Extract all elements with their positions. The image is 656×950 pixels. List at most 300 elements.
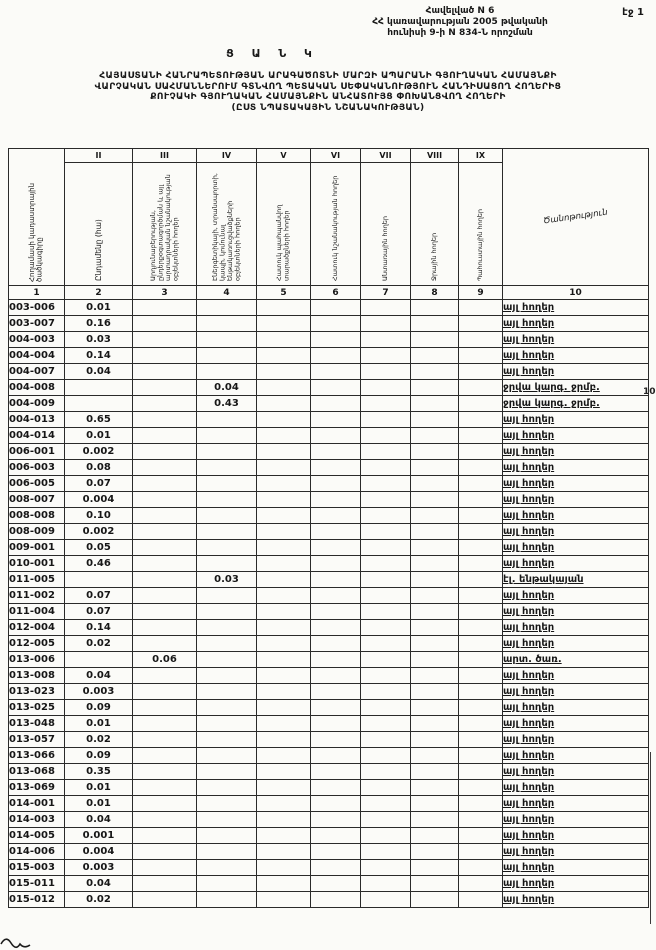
table-row (9, 620, 649, 636)
protected-cell (257, 556, 311, 572)
note-cell: այլ հողեր (503, 508, 649, 524)
reserve-cell (459, 412, 503, 428)
special-cell (311, 684, 361, 700)
note-cell: այլ հողեր (503, 828, 649, 844)
special-cell (311, 316, 361, 332)
table-row (9, 796, 649, 812)
table-row (9, 556, 649, 572)
water-cell (411, 460, 459, 476)
forest-cell (361, 636, 411, 652)
special-cell (311, 476, 361, 492)
industry-cell (133, 524, 197, 540)
annex-decree-line1: ՀՀ կառավարության 2005 թվականի (372, 17, 548, 27)
forest-cell (361, 764, 411, 780)
note-cell: այլ հողեր (503, 732, 649, 748)
forest-cell (361, 860, 411, 876)
main-table (8, 148, 649, 908)
industry-cell (133, 444, 197, 460)
margin-bracket-line (650, 752, 651, 924)
protected-cell (257, 812, 311, 828)
protected-cell (257, 572, 311, 588)
total-area-cell: 0.16 (65, 316, 133, 332)
industry-cell (133, 876, 197, 892)
table-row (9, 604, 649, 620)
total-area-cell: 0.01 (65, 780, 133, 796)
table-row (9, 460, 649, 476)
special-cell (311, 460, 361, 476)
protected-cell (257, 620, 311, 636)
energy-cell (197, 828, 257, 844)
total-area-cell: 0.46 (65, 556, 133, 572)
protected-cell (257, 876, 311, 892)
header-special: Հատուկ նշանակության հողեր (311, 163, 361, 286)
special-cell (311, 636, 361, 652)
energy-cell (197, 716, 257, 732)
note-cell: այլ հողեր (503, 412, 649, 428)
parcel-code-cell: 013-069 (9, 780, 65, 796)
energy-cell (197, 700, 257, 716)
total-area-cell: 0.07 (65, 588, 133, 604)
water-cell (411, 812, 459, 828)
parcel-code-cell: 013-023 (9, 684, 65, 700)
special-cell (311, 524, 361, 540)
water-cell (411, 668, 459, 684)
water-cell (411, 444, 459, 460)
parcel-code-cell: 014-001 (9, 796, 65, 812)
reserve-cell (459, 524, 503, 540)
protected-cell (257, 428, 311, 444)
energy-cell (197, 812, 257, 828)
forest-cell (361, 620, 411, 636)
protected-cell (257, 316, 311, 332)
note-cell: այլ հողեր (503, 636, 649, 652)
total-area-cell: 0.10 (65, 508, 133, 524)
reserve-cell (459, 700, 503, 716)
forest-cell (361, 492, 411, 508)
industry-cell (133, 556, 197, 572)
total-area-cell: 0.04 (65, 668, 133, 684)
page-number: էջ 1 (622, 7, 644, 18)
total-area-cell: 0.01 (65, 796, 133, 812)
table-row (9, 300, 649, 316)
reserve-cell (459, 812, 503, 828)
reserve-cell (459, 556, 503, 572)
special-cell (311, 668, 361, 684)
parcel-code-cell: 013-057 (9, 732, 65, 748)
table-header (9, 149, 649, 300)
table-row (9, 636, 649, 652)
reserve-cell (459, 844, 503, 860)
table-row (9, 332, 649, 348)
header-energy-transport: Էներգետիկայի, տրանսպորտի, կապի, կոմունալ ենթակառուցվածքների օբյեկտների հողեր (197, 163, 257, 286)
total-area-cell: 0.35 (65, 764, 133, 780)
industry-cell (133, 396, 197, 412)
energy-cell (197, 684, 257, 700)
special-cell (311, 700, 361, 716)
water-cell (411, 860, 459, 876)
forest-cell (361, 396, 411, 412)
water-cell (411, 332, 459, 348)
industry-cell (133, 620, 197, 636)
energy-cell (197, 412, 257, 428)
column-number-6: 6 (311, 286, 361, 300)
parcel-code-cell: 006-003 (9, 460, 65, 476)
reserve-cell (459, 396, 503, 412)
total-area-cell: 0.02 (65, 892, 133, 908)
forest-cell (361, 444, 411, 460)
total-area-cell: 0.01 (65, 300, 133, 316)
protected-cell (257, 588, 311, 604)
energy-cell (197, 300, 257, 316)
forest-cell (361, 716, 411, 732)
column-number-8: 8 (411, 286, 459, 300)
energy-cell (197, 476, 257, 492)
total-area-cell: 0.07 (65, 604, 133, 620)
forest-cell (361, 332, 411, 348)
column-number-5: 5 (257, 286, 311, 300)
water-cell (411, 348, 459, 364)
energy-cell (197, 636, 257, 652)
note-cell: այլ հողեր (503, 524, 649, 540)
parcel-code-cell: 003-007 (9, 316, 65, 332)
reserve-cell (459, 428, 503, 444)
reserve-cell (459, 316, 503, 332)
note-cell: այլ հողեր (503, 844, 649, 860)
note-cell: այլ հողեր (503, 812, 649, 828)
forest-cell (361, 300, 411, 316)
total-area-cell: 0.003 (65, 860, 133, 876)
protected-cell (257, 364, 311, 380)
energy-cell (197, 540, 257, 556)
forest-cell (361, 700, 411, 716)
industry-cell (133, 812, 197, 828)
forest-cell (361, 892, 411, 908)
reserve-cell (459, 492, 503, 508)
protected-cell (257, 668, 311, 684)
roman-numeral-IX: IX (459, 149, 503, 163)
energy-cell (197, 588, 257, 604)
note-cell: այլ հողեր (503, 668, 649, 684)
column-number-7: 7 (361, 286, 411, 300)
water-cell (411, 412, 459, 428)
header-total: Ընդամենը (հա) (65, 163, 133, 286)
special-cell (311, 796, 361, 812)
parcel-code-cell: 012-005 (9, 636, 65, 652)
table-row (9, 396, 649, 412)
header-forest: Անտառային հողեր (361, 163, 411, 286)
header-protected: Հատուկ պահպանվող տարածքների հողեր (257, 163, 311, 286)
industry-cell: 0.06 (133, 652, 197, 668)
note-cell: այլ հողեր (503, 748, 649, 764)
parcel-code-cell: 013-048 (9, 716, 65, 732)
total-area-cell (65, 396, 133, 412)
protected-cell (257, 636, 311, 652)
title-line-3: ՔՈՒՉԱԿԻ ԳՅՈՒՂԱԿԱՆ ՀԱՄԱՅՆՔԻՆ ԱՆՀԱՏՈՒՅՑ ՓՈԽԱՆՑՎՈՂ ՀՈՂԵՐԻ (150, 92, 506, 102)
special-cell (311, 428, 361, 444)
note-cell: ջրվա կարգ. ջրմբ. (503, 396, 649, 412)
special-cell (311, 556, 361, 572)
special-cell (311, 364, 361, 380)
special-cell (311, 860, 361, 876)
table-row (9, 588, 649, 604)
table-row (9, 844, 649, 860)
note-cell: այլ հողեր (503, 700, 649, 716)
parcel-code-cell: 011-002 (9, 588, 65, 604)
roman-numeral-IV: IV (197, 149, 257, 163)
industry-cell (133, 460, 197, 476)
reserve-cell (459, 476, 503, 492)
industry-cell (133, 684, 197, 700)
water-cell (411, 700, 459, 716)
reserve-cell (459, 572, 503, 588)
note-cell: այլ հողեր (503, 300, 649, 316)
energy-cell (197, 604, 257, 620)
special-cell (311, 540, 361, 556)
total-area-cell: 0.04 (65, 364, 133, 380)
parcel-code-cell: 013-068 (9, 764, 65, 780)
protected-cell (257, 716, 311, 732)
header-water: Ջրային հողեր (411, 163, 459, 286)
energy-cell (197, 780, 257, 796)
parcel-code-cell: 004-014 (9, 428, 65, 444)
industry-cell (133, 316, 197, 332)
forest-cell (361, 652, 411, 668)
parcel-code-cell: 004-003 (9, 332, 65, 348)
reserve-cell (459, 892, 503, 908)
annex-title: Հավելված N 6 (425, 6, 495, 16)
industry-cell (133, 796, 197, 812)
water-cell (411, 364, 459, 380)
reserve-cell (459, 748, 503, 764)
note-cell: այլ հողեր (503, 476, 649, 492)
forest-cell (361, 348, 411, 364)
protected-cell (257, 508, 311, 524)
reserve-cell (459, 300, 503, 316)
protected-cell (257, 604, 311, 620)
reserve-cell (459, 332, 503, 348)
list-heading: Ց Ա Ն Կ (226, 47, 319, 60)
forest-cell (361, 732, 411, 748)
roman-numeral-III: III (133, 149, 197, 163)
total-area-cell: 0.002 (65, 524, 133, 540)
header-industry: Արդյունաբերության, ընդերքօգտագործման և այլ արտադրական նշանակության օբյեկտների հողեր (133, 163, 197, 286)
forest-cell (361, 588, 411, 604)
industry-cell (133, 492, 197, 508)
note-cell: այլ հողեր (503, 620, 649, 636)
special-cell (311, 876, 361, 892)
forest-cell (361, 748, 411, 764)
note-cell: արտ. ծառ. (503, 652, 649, 668)
note-cell: այլ հողեր (503, 860, 649, 876)
table-row (9, 540, 649, 556)
energy-cell (197, 492, 257, 508)
water-cell (411, 508, 459, 524)
forest-cell (361, 876, 411, 892)
total-area-cell: 0.14 (65, 348, 133, 364)
parcel-code-cell: 015-003 (9, 860, 65, 876)
parcel-code-cell: 006-005 (9, 476, 65, 492)
column-number-1: 1 (9, 286, 65, 300)
reserve-cell (459, 668, 503, 684)
water-cell (411, 396, 459, 412)
total-area-cell: 0.09 (65, 700, 133, 716)
energy-cell (197, 508, 257, 524)
water-cell (411, 572, 459, 588)
note-cell: այլ հողեր (503, 364, 649, 380)
industry-cell (133, 572, 197, 588)
water-cell (411, 876, 459, 892)
forest-cell (361, 780, 411, 796)
protected-cell (257, 460, 311, 476)
roman-numeral-II: II (65, 149, 133, 163)
protected-cell (257, 492, 311, 508)
water-cell (411, 828, 459, 844)
special-cell (311, 348, 361, 364)
water-cell (411, 652, 459, 668)
special-cell (311, 844, 361, 860)
column-number-4: 4 (197, 286, 257, 300)
protected-cell (257, 748, 311, 764)
water-cell (411, 428, 459, 444)
industry-cell (133, 892, 197, 908)
special-cell (311, 780, 361, 796)
total-area-cell: 0.65 (65, 412, 133, 428)
table-row (9, 748, 649, 764)
water-cell (411, 300, 459, 316)
table-row (9, 652, 649, 668)
forest-cell (361, 812, 411, 828)
water-cell (411, 732, 459, 748)
water-cell (411, 764, 459, 780)
forest-cell (361, 380, 411, 396)
protected-cell (257, 380, 311, 396)
reserve-cell (459, 380, 503, 396)
note-cell: այլ հողեր (503, 492, 649, 508)
water-cell (411, 556, 459, 572)
water-cell (411, 476, 459, 492)
reserve-cell (459, 764, 503, 780)
total-area-cell: 0.003 (65, 684, 133, 700)
forest-cell (361, 428, 411, 444)
table-row (9, 700, 649, 716)
parcel-code-cell: 008-007 (9, 492, 65, 508)
forest-cell (361, 828, 411, 844)
note-cell: այլ հողեր (503, 556, 649, 572)
energy-cell (197, 860, 257, 876)
water-cell (411, 380, 459, 396)
forest-cell (361, 604, 411, 620)
protected-cell (257, 412, 311, 428)
water-cell (411, 604, 459, 620)
protected-cell (257, 476, 311, 492)
parcel-code-cell: 011-005 (9, 572, 65, 588)
total-area-cell: 0.09 (65, 748, 133, 764)
special-cell (311, 508, 361, 524)
note-cell: այլ հողեր (503, 764, 649, 780)
industry-cell (133, 844, 197, 860)
industry-cell (133, 604, 197, 620)
note-cell: այլ հողեր (503, 716, 649, 732)
industry-cell (133, 860, 197, 876)
forest-cell (361, 796, 411, 812)
special-cell (311, 732, 361, 748)
total-area-cell: 0.004 (65, 492, 133, 508)
energy-cell (197, 524, 257, 540)
special-cell (311, 892, 361, 908)
protected-cell (257, 348, 311, 364)
forest-cell (361, 556, 411, 572)
protected-cell (257, 828, 311, 844)
reserve-cell (459, 716, 503, 732)
forest-cell (361, 412, 411, 428)
reserve-cell (459, 604, 503, 620)
forest-cell (361, 844, 411, 860)
special-cell (311, 764, 361, 780)
special-cell (311, 412, 361, 428)
header-parcel-code: Հողամասի կադաստրային ծածկագիրը (9, 149, 65, 286)
energy-cell (197, 796, 257, 812)
total-area-cell (65, 652, 133, 668)
water-cell (411, 844, 459, 860)
table-row (9, 716, 649, 732)
table-row (9, 764, 649, 780)
total-area-cell: 0.01 (65, 428, 133, 444)
special-cell (311, 332, 361, 348)
forest-cell (361, 684, 411, 700)
special-cell (311, 620, 361, 636)
reserve-cell (459, 348, 503, 364)
protected-cell (257, 300, 311, 316)
total-area-cell: 0.07 (65, 476, 133, 492)
water-cell (411, 620, 459, 636)
title-line-1: ՀԱՅԱՍՏԱՆԻ ՀԱՆՐԱՊԵՏՈՒԹՅԱՆ ԱՐԱԳԱԾՈՏՆԻ ՄԱՐԶԻ ԱՊԱՐԱՆԻ ԳՅՈՒՂԱԿԱՆ ՀԱՄԱՅՆՔԻ (99, 71, 557, 81)
table-row (9, 364, 649, 380)
note-cell: այլ հողեր (503, 444, 649, 460)
roman-numeral-VI: VI (311, 149, 361, 163)
table-row (9, 492, 649, 508)
total-area-cell (65, 572, 133, 588)
note-cell: այլ հողեր (503, 316, 649, 332)
forest-cell (361, 316, 411, 332)
energy-cell (197, 892, 257, 908)
reserve-cell (459, 636, 503, 652)
protected-cell (257, 844, 311, 860)
water-cell (411, 636, 459, 652)
parcel-code-cell: 013-006 (9, 652, 65, 668)
table-row (9, 348, 649, 364)
industry-cell (133, 428, 197, 444)
forest-cell (361, 460, 411, 476)
table-row (9, 444, 649, 460)
industry-cell (133, 588, 197, 604)
energy-cell (197, 556, 257, 572)
forest-cell (361, 572, 411, 588)
parcel-code-cell: 004-009 (9, 396, 65, 412)
industry-cell (133, 412, 197, 428)
note-cell: այլ հողեր (503, 540, 649, 556)
industry-cell (133, 508, 197, 524)
title-line-4: (ԸՍՏ ՆՊԱՏԱԿԱՅԻՆ ՆՇԱՆԱԿՈՒԹՅԱՆ) (231, 102, 425, 113)
parcel-code-cell: 008-009 (9, 524, 65, 540)
total-area-cell: 0.14 (65, 620, 133, 636)
special-cell (311, 572, 361, 588)
energy-cell (197, 620, 257, 636)
special-cell (311, 396, 361, 412)
reserve-cell (459, 444, 503, 460)
industry-cell (133, 764, 197, 780)
parcel-code-cell: 011-004 (9, 604, 65, 620)
forest-cell (361, 668, 411, 684)
